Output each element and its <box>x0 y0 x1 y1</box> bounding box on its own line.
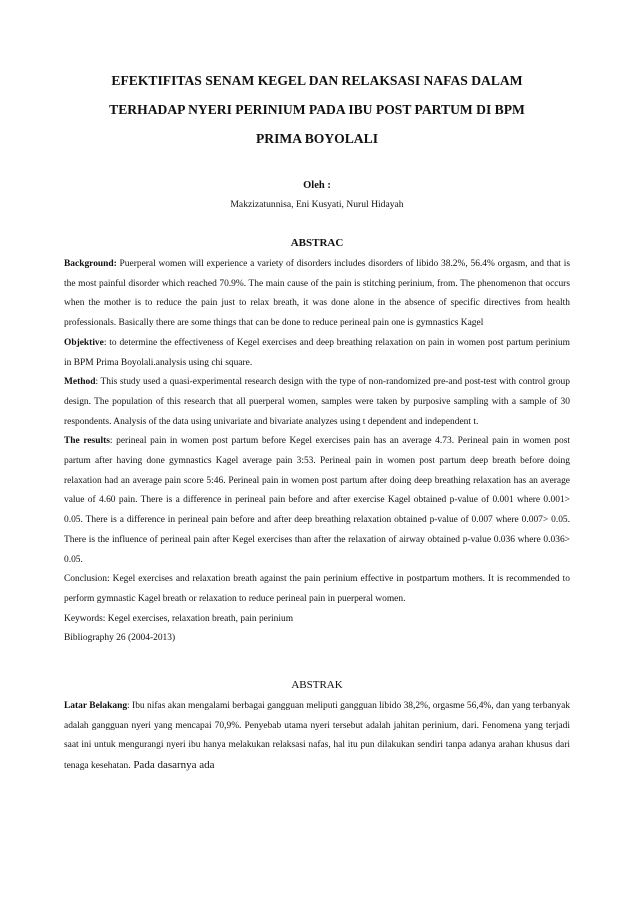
paper-title <box>64 66 570 153</box>
title-line-1: EFEKTIFITAS SENAM KEGEL DAN RELAKSASI NAFAS DALAM <box>111 73 523 88</box>
results-label: The results <box>64 436 110 447</box>
latar-label: Latar Belakang <box>64 701 128 712</box>
latar-tail: Pada dasarnya ada <box>130 759 215 772</box>
background-paragraph <box>64 255 570 334</box>
abstract-en-heading: ABSTRAC <box>290 237 344 249</box>
keywords: Keywords: Kegel exercises, relaxation breath, pain perinium <box>64 613 294 624</box>
bibliography: Bibliography 26 (2004-2013) <box>64 633 176 644</box>
objective-text: : to determine the effectiveness of Kegel exercises and deep breathing relaxation on pain in women post partum perinium in BPM Prima Boyolali.analysis using chi square. <box>64 337 570 368</box>
objective-paragraph <box>64 334 570 373</box>
background-label: Background: <box>64 259 117 269</box>
results-text: : perineal pain in women post partum before Kegel exercises pain has an average 4.73. Perineal pain in women post partum after having done gymnastics Kagel average pain 3:53. Perineal pain in women post partum deep breath before doing relaxation had an average pain score 5:46. Perineal pain in women post partum after doing deep breathing relaxation has an average value of 4.60 pain. There is a difference in perineal pain before and after exercise Kagel obtained p-value of 0.001 where 0.001> 0.05. There is a difference in perineal pain before and after deep breathing relaxation obtained p-value of 0.007 where 0.007> 0.05. There is the influence of perineal pain after Kegel exercises than after the relaxation of airway obtained p-value 0.036 where 0.036> 0.05. <box>64 436 570 565</box>
method-text: : This study used a quasi-experimental research design with the type of non-randomized pre-and post-test with control group design. The population of this research that all puerperal women, samples were taken by purposive sampling with a sample of 30 respondents. Analysis of the data using univariate and bivariate analyzes using t dependent and independent t. <box>64 377 570 427</box>
results-paragraph <box>64 432 570 570</box>
abstract-en <box>64 255 570 649</box>
method-paragraph <box>64 373 570 432</box>
latar-paragraph <box>64 697 570 777</box>
background-text: Puerperal women will experience a variety of disorders includes disorders of libido 38.2%, 56.4% orgasm, and that is the most painful disorder which reached 70.9%. The main cause of the pain is stitching perinium, from. The phenomenon that occurs when the mother is to reduce the pain just to relax breath, it was done alone in the absence of specific directives from health professionals. Basically there are some things that can be done to reduce perineal pain one is gymnastics Kagel <box>64 259 570 329</box>
title-line-2: TERHADAP NYERI PERINIUM PADA IBU POST PARTUM DI BPM <box>109 102 525 117</box>
abstract-id <box>64 697 570 777</box>
conclusion-paragraph <box>64 570 570 609</box>
authors: Makzizatunnisa, Eni Kusyati, Nurul Hidayah <box>230 199 404 210</box>
title-line-3: PRIMA BOYOLALI <box>256 131 378 146</box>
conclusion-label: Conclusion: <box>64 574 110 585</box>
conclusion-text: Kegel exercises and relaxation breath against the pain perinium effective in postpartum mothers. It is recommended to perform gymnastic Kagel breath or relaxation to reduce perineal pain in puerperal women. <box>64 574 570 604</box>
latar-text: : Ibu nifas akan mengalami berbagai gangguan meliputi gangguan libido 38,2%, orgasme 56,4%, dan yang terbanyak adalah gangguan nyeri yang mencapai 70,9%. Penyebab utama nyeri tersebut adalah jahitan perinium, dari. Fenomena yang terjadi saat ini untuk mengurangi nyeri ibu hanya melakukan relaksasi nafas, hal itu pun dilakukan sendiri tanpa adanya arahan khusus dari tenaga kesehatan. <box>64 701 570 772</box>
abstract-id-heading: ABSTRAK <box>291 679 343 692</box>
method-label: Method <box>64 377 96 388</box>
objective-label: Objektive <box>64 337 104 348</box>
oleh-label: Oleh : <box>303 180 331 191</box>
